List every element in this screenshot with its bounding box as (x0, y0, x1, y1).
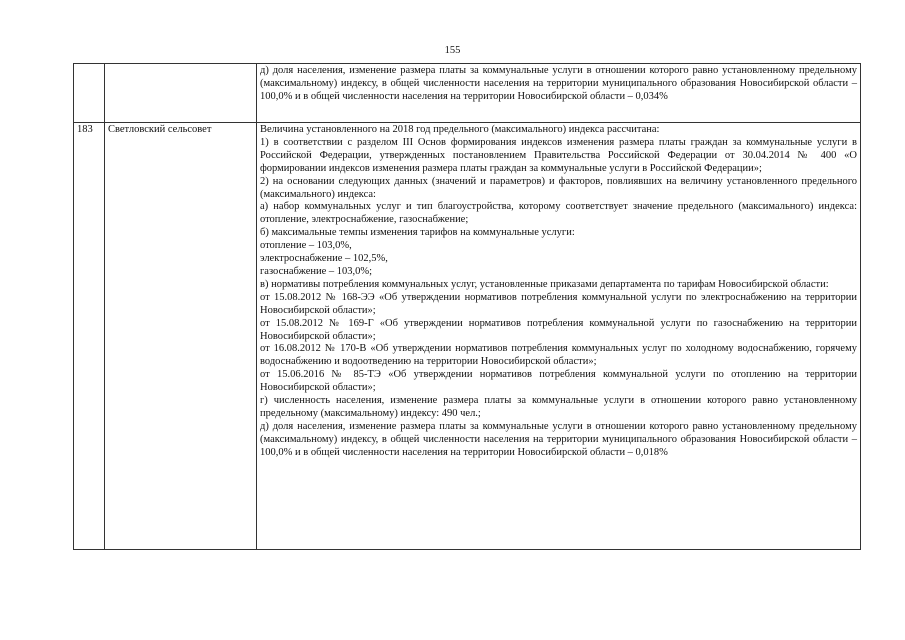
row-number-cell: 183 (74, 123, 105, 550)
paragraph: в) нормативы потребления коммунальных услуг, установленные приказами департамента по тарифам Новосибирской области: (260, 278, 829, 290)
table-row (74, 64, 861, 123)
row-number-cell (74, 64, 105, 123)
description-cell (257, 123, 861, 550)
paragraph: отопление – 103,0%, (260, 240, 352, 252)
index-table (73, 63, 861, 550)
paragraph: Величина установленного на 2018 год предельного (максимального) индекса рассчитана: (260, 124, 660, 135)
description-cell (257, 64, 861, 123)
paragraph: газоснабжение – 103,0%; (260, 265, 373, 277)
municipality-name-cell: Светловский сельсовет (105, 123, 257, 550)
paragraph: д) доля населения, изменение размера платы за коммунальные услуги в отношении которого равно установленному предельному (максимальному) индексу, в общей численности населения на территории муниципального образования Новосибирской области – 100,0% и в общей численности населения на территории Новосибирской области – 0,018% (260, 420, 857, 458)
paragraph: 1) в соответствии с разделом III Основ формирования индексов изменения размера платы граждан за коммунальные услуги в Российской Федерации, утвержденных постановлением Правительства Российской Федерации от 30.04.2014 № 400 «О формировании индексов изменения размера платы граждан за коммунальные услуги в Российской Федерации»; (260, 136, 857, 174)
municipality-name-cell (105, 64, 257, 123)
paragraph: от 16.08.2012 № 170-В «Об утверждении нормативов потребления коммунальных услуг по холодному водоснабжению, горячему водоснабжению и водоотведению на территории Новосибирской области»; (260, 343, 857, 368)
paragraph: д) доля населения, изменение размера платы за коммунальные услуги в отношении которого равно установленному предельному (максимальному) индексу, в общей численности населения на территории муниципального образования Новосибирской области – 100,0% и в общей численности населения на территории Новосибирской области – 0,034% (260, 65, 857, 102)
paragraph: б) максимальные темпы изменения тарифов на коммунальные услуги: (260, 227, 575, 239)
paragraph: от 15.06.2016 № 85-ТЭ «Об утверждении нормативов потребления коммунальной услуги по отоплению на территории Новосибирской области»; (260, 369, 857, 394)
paragraph: от 15.08.2012 № 169-Г «Об утверждении нормативов потребления коммунальной услуги по газоснабжению на территории Новосибирской области»; (260, 317, 857, 342)
paragraph: г) численность населения, изменение размера платы за коммунальные услуги в отношении которого равно установленному предельному (максимальному) индексу: 490 чел.; (260, 395, 857, 419)
page-number: 155 (444, 45, 461, 56)
table-row (74, 123, 861, 550)
paragraph: от 15.08.2012 № 168-ЭЭ «Об утверждении нормативов потребления коммунальной услуги по электроснабжению на территории Новосибирской области»; (260, 291, 857, 316)
paragraph: а) набор коммунальных услуг и тип благоустройства, которому соответствует значение предельного (максимального) индекса: отопление, электроснабжение, газоснабжение; (260, 201, 857, 226)
paragraph: электроснабжение – 102,5%, (260, 253, 388, 265)
paragraph: 2) на основании следующих данных (значений и параметров) и факторов, повлиявших на величину установленного предельного (максимального) индекса: (260, 175, 857, 200)
